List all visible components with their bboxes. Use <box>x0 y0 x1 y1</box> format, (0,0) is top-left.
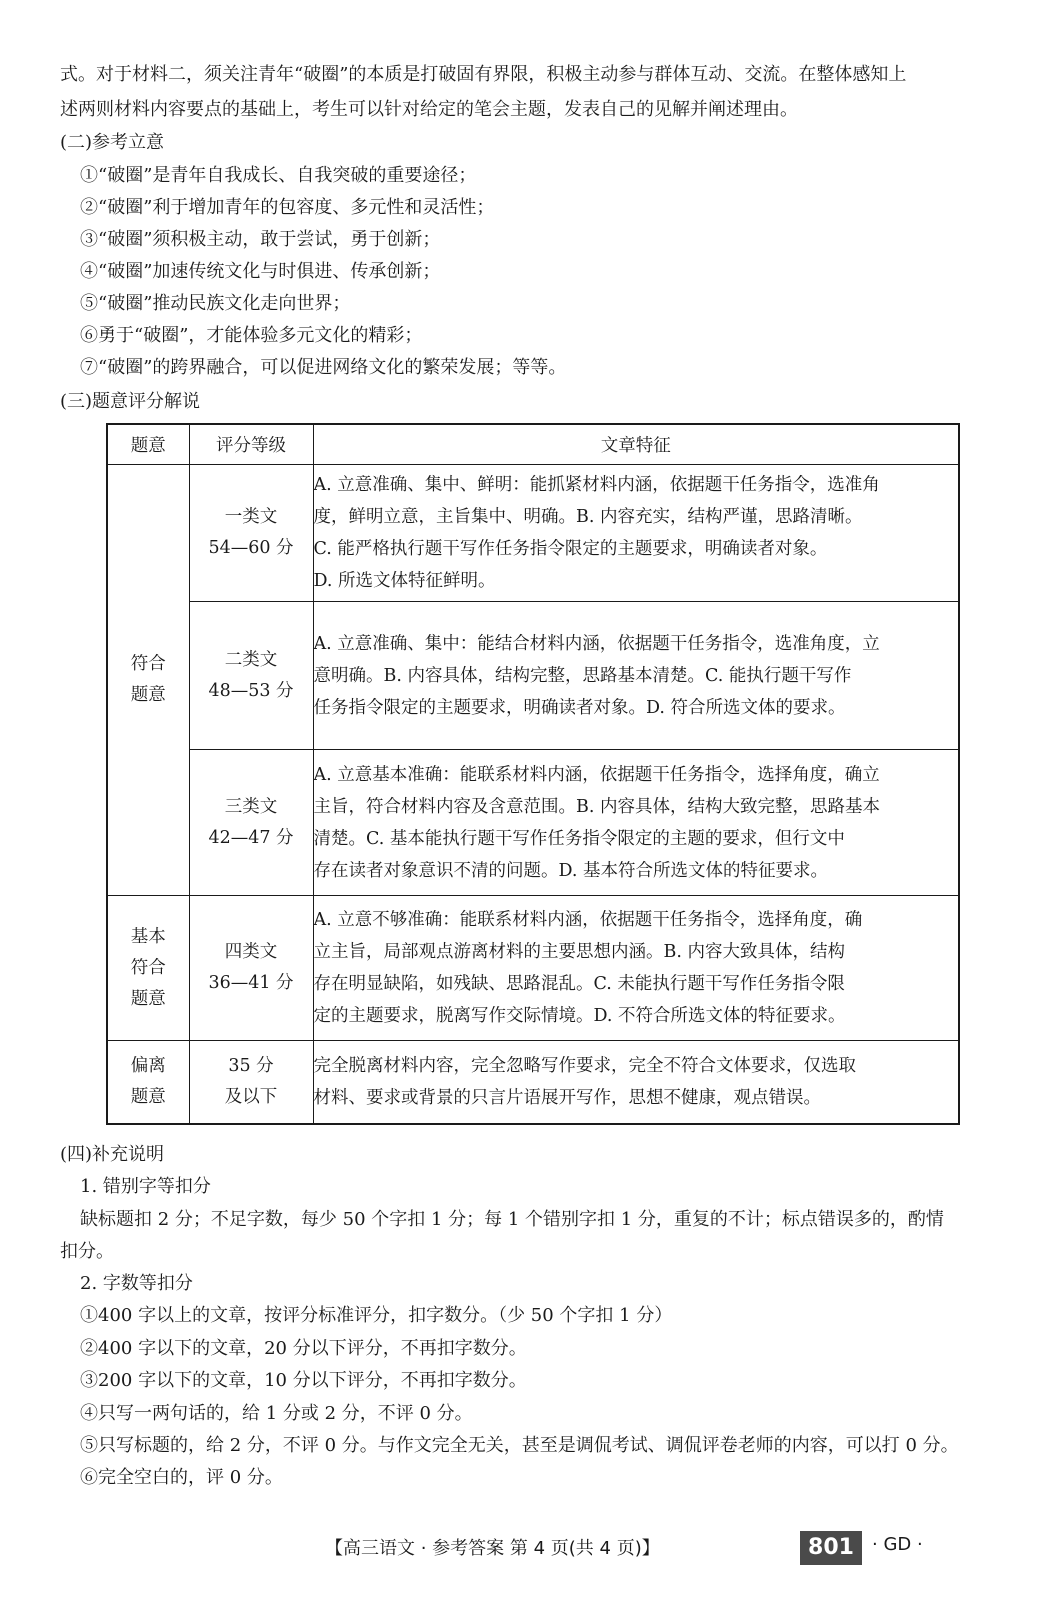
sub1-title: 1. 错别字等扣分 <box>80 1176 211 1197</box>
idea-item-7: ⑦“破圈”的跨界融合，可以促进网络文化的繁荣发展；等等。 <box>80 357 567 378</box>
table-row <box>107 750 959 896</box>
table-row <box>107 602 959 750</box>
sub2-item-1: ①400 字以上的文章，按评分标准评分，扣字数分。（少 50 个字扣 1 分） <box>80 1305 673 1326</box>
features-cell: A. 立意准确、集中：能结合材料内涵，依据题干任务指令，选准角度，立 意明确。B. 内容具体，结构完整，思路基本清楚。C. 能执行题干写作 任务指令限定的主题要求，明确读者对象。D. 符合所选文体的要求。 <box>313 602 959 750</box>
features-cell: 完全脱离材料内容，完全忽略写作要求，完全不符合文体要求，仅选取 材料、要求或背景的只言片语展开写作，思想不健康，观点错误。 <box>313 1041 959 1124</box>
level-cell: 35 分 及以下 <box>189 1041 313 1124</box>
header-grade: 评分等级 <box>189 424 313 465</box>
sub1-text-line-2: 扣分。 <box>60 1241 114 1262</box>
footer-edition: · GD · <box>872 1534 923 1555</box>
table-header-row <box>107 424 959 465</box>
sub2-item-6: ⑥完全空白的，评 0 分。 <box>80 1467 283 1488</box>
idea-item-2: ②“破圈”利于增加青年的包容度、多元性和灵活性； <box>80 197 495 218</box>
grading-table <box>106 423 960 1125</box>
footer-code-badge: 801 <box>800 1531 862 1565</box>
idea-item-1: ①“破圈”是青年自我成长、自我突破的重要途径； <box>80 165 477 186</box>
level-cell: 二类文 48—53 分 <box>189 602 313 750</box>
sub2-title: 2. 字数等扣分 <box>80 1273 193 1294</box>
idea-item-6: ⑥勇于“破圈”，才能体验多元文化的精彩； <box>80 325 423 346</box>
footer-page-info: 【高三语文 · 参考答案 第 4 页(共 4 页)】 <box>325 1538 660 1559</box>
sub1-text-line-1: 缺标题扣 2 分；不足字数，每少 50 个字扣 1 分；每 1 个错别字扣 1 分，重复的不计；标点错误多的，酌情 <box>80 1209 944 1230</box>
idea-item-5: ⑤“破圈”推动民族文化走向世界； <box>80 293 351 314</box>
table-row <box>107 896 959 1041</box>
group-cell-match: 符合 题意 <box>107 465 189 896</box>
header-meaning: 题意 <box>107 424 189 465</box>
page-footer <box>0 1531 1051 1571</box>
intro-line-2: 述两则材料内容要点的基础上，考生可以针对给定的笔会主题，发表自己的见解并阐述理由。 <box>60 99 798 120</box>
group-cell-deviate: 偏离 题意 <box>107 1041 189 1124</box>
level-cell: 四类文 36—41 分 <box>189 896 313 1041</box>
header-features: 文章特征 <box>313 424 959 465</box>
features-cell: A. 立意准确、集中、鲜明：能抓紧材料内涵，依据题干任务指令，选准角 度，鲜明立意，主旨集中、明确。B. 内容充实，结构严谨，思路清晰。 C. 能严格执行题干写作任务指令限定的主题要求，明确读者对象。 D. 所选文体特征鲜明。 <box>313 465 959 602</box>
group-cell-basic: 基本 符合 题意 <box>107 896 189 1041</box>
level-cell: 三类文 42—47 分 <box>189 750 313 896</box>
table-row <box>107 465 959 602</box>
idea-item-3: ③“破圈”须积极主动，敢于尝试，勇于创新； <box>80 229 441 250</box>
sub2-item-5: ⑤只写标题的，给 2 分，不评 0 分。与作文完全无关，甚至是调侃考试、调侃评卷老师的内容，可以打 0 分。 <box>80 1435 959 1456</box>
intro-line-1: 式。对于材料二，须关注青年“破圈”的本质是打破固有界限，积极主动参与群体互动、交流。在整体感知上 <box>60 64 907 85</box>
sub2-item-3: ③200 字以下的文章，10 分以下评分，不再扣字数分。 <box>80 1370 527 1391</box>
table-row <box>107 1041 959 1124</box>
sub2-item-2: ②400 字以下的文章，20 分以下评分，不再扣字数分。 <box>80 1338 527 1359</box>
features-cell: A. 立意不够准确：能联系材料内涵，依据题干任务指令，选择角度，确 立主旨，局部观点游离材料的主要思想内涵。B. 内容大致具体，结构 存在明显缺陷，如残缺、思路混乱。C. 未能执行题干写作任务指令限 定的主题要求，脱离写作交际情境。D. 不符合所选文体的特征要求。 <box>313 896 959 1041</box>
section3-heading: (三)题意评分解说 <box>60 391 201 412</box>
features-cell: A. 立意基本准确：能联系材料内涵，依据题干任务指令，选择角度，确立 主旨，符合材料内容及含意范围。B. 内容具体，结构大致完整，思路基本 清楚。C. 基本能执行题干写作任务指令限定的主题的要求，但行文中 存在读者对象意识不清的问题。D. 基本符合所选文体的特征要求。 <box>313 750 959 896</box>
sub2-item-4: ④只写一两句话的，给 1 分或 2 分，不评 0 分。 <box>80 1403 473 1424</box>
section2-heading: (二)参考立意 <box>60 132 165 153</box>
idea-item-4: ④“破圈”加速传统文化与时俱进、传承创新； <box>80 261 441 282</box>
section4-heading: (四)补充说明 <box>60 1144 165 1165</box>
level-cell: 一类文 54—60 分 <box>189 465 313 602</box>
